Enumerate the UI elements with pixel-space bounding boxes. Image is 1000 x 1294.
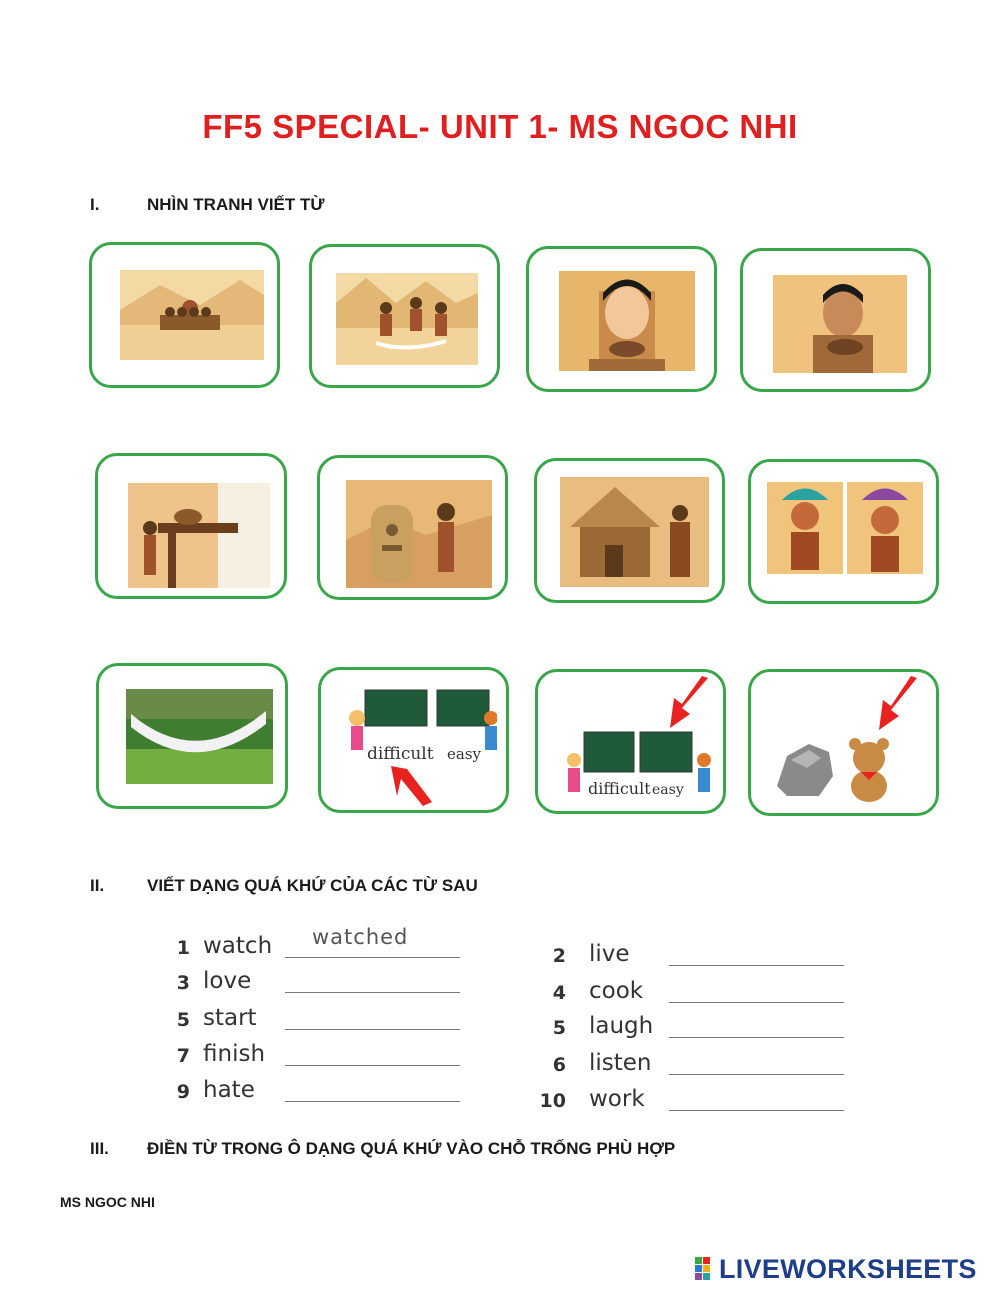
picture-card-6 [317,455,508,600]
chiefs-image [767,482,923,574]
answer-line[interactable] [669,965,844,966]
item-number: 10 [539,1090,566,1112]
section-number: I. [90,195,100,214]
thatched-house-image [560,477,709,587]
difficult-easy-arrow-easy-image [558,676,718,811]
picture-card-7 [534,458,725,603]
section-title: VIẾT DẠNG QUÁ KHỨ CỦA CÁC TỪ SAU [147,876,478,895]
picture-card-2 [309,244,500,388]
section-1-heading [90,195,325,215]
boy-eating-image [773,275,907,373]
item-word: watch [203,933,273,959]
answer-line[interactable] [285,992,460,993]
liveworksheets-logo-icon [695,1257,719,1281]
difficult-easy-arrow-difficult-image [337,684,497,809]
picture-card-8 [748,459,939,604]
race-start-image [120,270,264,360]
picture-card-9 [96,663,288,809]
answer-line[interactable] [669,1110,844,1111]
section-2-heading [90,876,478,896]
difficult-label: difficult [367,744,434,764]
item-number: 3 [176,972,190,994]
item-word: live [589,941,630,967]
section-number: III. [90,1139,109,1158]
section-number: II. [90,876,105,895]
brand-logo[interactable] [695,1255,977,1283]
picture-card-5 [95,453,287,599]
answer-line[interactable] [285,1029,460,1030]
answer-line[interactable] [285,1065,460,1066]
author-name: MS NGOC NHI [60,1194,155,1210]
stone-carving-image [346,480,492,588]
answer-line[interactable] [669,1074,844,1075]
item-word: finish [203,1041,266,1067]
section-title: ĐIỀN TỪ TRONG Ô DẠNG QUÁ KHỨ VÀO CHỖ TRỐNG PHÙ HỢP [147,1139,676,1158]
section-3-heading [90,1139,675,1159]
worksheet-title: FF5 SPECIAL- UNIT 1- MS NGOC NHI [202,108,798,145]
item-number: 4 [552,982,566,1004]
item-word: love [203,968,252,994]
item-number: 2 [552,945,566,967]
answer-line[interactable] [285,957,460,958]
answer-line[interactable] [669,1002,844,1003]
picture-card-1 [89,242,280,388]
item-number: 9 [176,1081,190,1103]
picture-card-4 [740,248,931,392]
rock-teddy-arrow-image [769,676,929,811]
market-table-image [128,483,270,588]
item-word: listen [589,1050,652,1076]
picture-card-10 [318,667,509,813]
hammock-image [126,689,273,784]
difficult-label: difficult [588,779,651,798]
picture-card-12 [748,669,939,816]
answer-text[interactable]: watched [312,925,409,949]
easy-label: easy [652,782,684,798]
running-race-image [336,273,478,365]
item-word: cook [589,978,644,1004]
item-number: 7 [176,1045,190,1067]
easy-label: easy [447,745,481,763]
item-number: 6 [552,1054,566,1076]
item-word: hate [203,1077,255,1103]
girl-eating-image [559,271,695,371]
item-word: laugh [589,1013,654,1039]
item-number: 1 [176,937,190,959]
item-word: work [589,1086,645,1112]
answer-line[interactable] [669,1037,844,1038]
brand-name: LIVEWORKSHEETS [719,1253,977,1284]
answer-line[interactable] [285,1101,460,1102]
picture-card-3 [526,246,717,392]
section-title: NHÌN TRANH VIẾT TỪ [147,195,325,214]
item-number: 5 [552,1017,566,1039]
picture-card-11 [535,669,726,814]
item-word: start [203,1005,257,1031]
item-number: 5 [176,1009,190,1031]
